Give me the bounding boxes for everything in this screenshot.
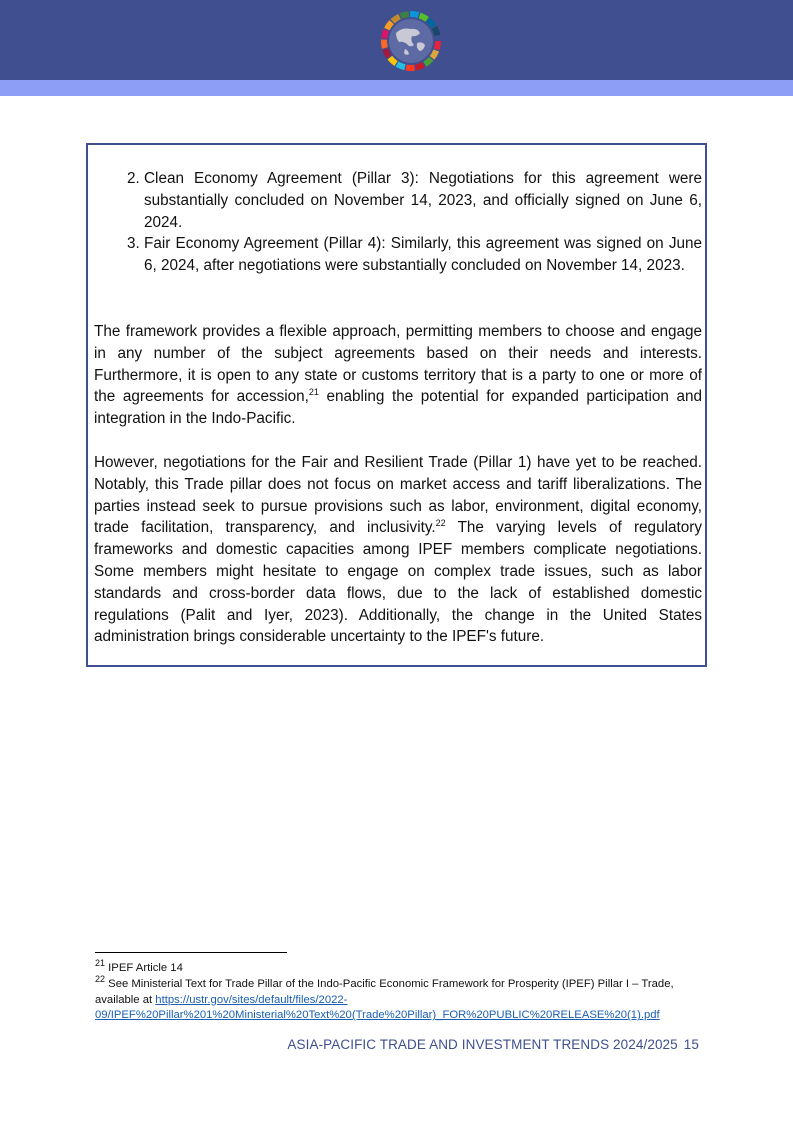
footnote-link[interactable]: https://ustr.gov/sites/default/files/2022- (155, 993, 348, 1006)
globe-sdg-wheel-icon (379, 9, 443, 73)
footnote-divider (95, 952, 287, 953)
negotiations-paragraph: However, negotiations for the Fair and Resilient Trade (Pillar 1) have yet to be reached. Notably, this Trade pillar does not focus on market access and tariff liberalizations. The parties instead seek to pursue provisions such as labor, environment, digital economy, trade facilitation, transparency, and inclusivity.$^{22}$ The varying levels of regulatory frameworks and domestic capacities among IPEF members complicate negotiations. Some members might hesitate to engage on complex trade issues, such as labor standards and cross-border data flows, due to the lack of established domestic regulations (Palit and Iyer, 2023). Additionally, the change in the United States administration brings considerable uncertainty to the IPEF's future. (94, 454, 702, 646)
page-number: 15 (683, 1037, 699, 1052)
footer-title: ASIA-PACIFIC TRADE AND INVESTMENT TRENDS 2024/2025 (287, 1037, 678, 1052)
footnote-21: $^{21}$ IPEF Article 14 (95, 958, 183, 974)
footnotes (95, 958, 715, 1024)
footnote-link[interactable]: 09/IPEF%20Pillar%201%20Ministerial%20Text%20(Trade%20Pillar)_FOR%20PUBLIC%20RELEASE%20(1).pdf (95, 1009, 660, 1022)
list-item: 2. Clean Economy Agreement (Pillar 3): Negotiations for this agreement were substantially concluded on November 14, 2023, and officially signed on June 6, 2024. (144, 168, 702, 233)
footnote-ref[interactable]: 22 (435, 518, 446, 529)
footnote-22: $^{22}$ See Ministerial Text for Trade Pillar of the Indo-Pacific Economic Framework for Prosperity (IPEF) Pillar I – Trade, available at https://ustr.gov/sites/default/files/2022- 09/IPEF%20Pillar%201%20Ministerial%20Text%20(Trade%20Pillar)_FOR%20PUBLIC%20RELEASE%20(1).pdf (95, 974, 674, 1022)
list-item: 3. Fair Economy Agreement (Pillar 4): Similarly, this agreement was signed on June 6, 2024, after negotiations were substantially concluded on November 14, 2023. (144, 233, 702, 277)
pillar-list (94, 168, 702, 277)
header-stripe (0, 80, 793, 96)
framework-paragraph: The framework provides a flexible approach, permitting members to choose and engage in any number of the subject agreements based on their needs and interests. Furthermore, it is open to any state or customs territory that is a party to one or more of the agreements for accession,$^{21}$ enabling the potential for expanded participation and integration in the Indo-Pacific. (94, 323, 703, 428)
page-footer (287, 1037, 699, 1052)
footnote-ref[interactable]: 21 (308, 387, 319, 398)
